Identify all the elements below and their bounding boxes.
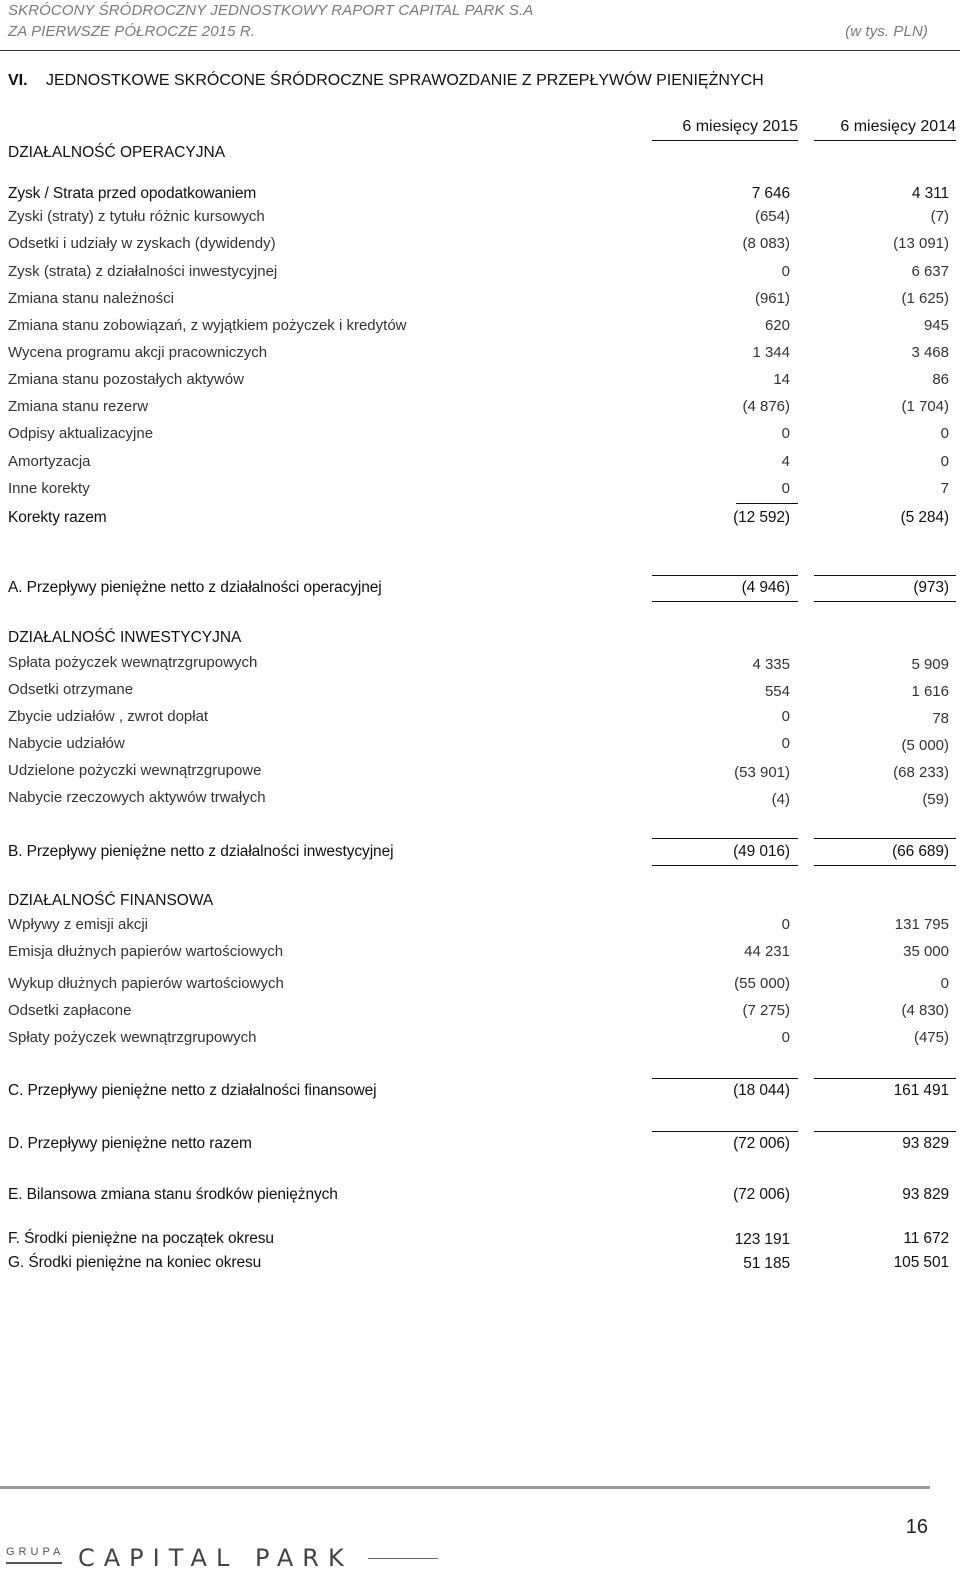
table-row: [0, 317, 960, 337]
table-row: [0, 453, 960, 473]
row-value-2014: (5 000): [901, 737, 949, 754]
row-label: Zmiana stanu zobowiązań, z wyjątkiem pożyczek i kredytów: [8, 317, 407, 334]
adjustments-total-row: [0, 509, 960, 529]
row-value-2015: (53 901): [734, 764, 790, 781]
report-header-unit: (w tys. PLN): [845, 23, 928, 40]
row-value-2014: (4 830): [901, 1002, 949, 1019]
row-label: Wpływy z emisji akcji: [8, 916, 149, 933]
row-value-2014: (66 689): [892, 843, 949, 860]
row-value-2015: 4: [781, 453, 790, 470]
row-value-2014: (973): [913, 579, 949, 596]
row-label: Nabycie rzeczowych aktywów trwałych: [8, 789, 266, 806]
row-value-2015: 0: [781, 735, 790, 752]
row-value-2014: 3 468: [911, 344, 949, 361]
row-label: Odsetki otrzymane: [8, 681, 134, 698]
row-label: A. Przepływy pieniężne netto z działalności operacyjnej: [8, 579, 382, 596]
row-value-2015: (72 006): [733, 1186, 790, 1203]
table-row: [0, 290, 960, 310]
row-label: Nabycie udziałów: [8, 735, 125, 752]
row-value-2014: 7: [940, 480, 949, 497]
row-label: F. Środki pieniężne na początek okresu: [8, 1230, 274, 1247]
row-value-2015: 0: [781, 425, 790, 442]
table-row: [0, 975, 960, 995]
column-header-2015: 6 miesięcy 2015: [682, 118, 798, 135]
row-value-2014: 5 909: [911, 656, 949, 673]
row-label: Zysk / Strata przed opodatkowaniem: [8, 185, 257, 202]
table-row: [0, 708, 960, 728]
row-value-2014: 4 311: [911, 185, 949, 202]
net-financing-row: [0, 1082, 960, 1102]
row-label: Amortyzacja: [8, 453, 91, 470]
table-row: [0, 344, 960, 364]
column-header-rule-2014: [814, 140, 956, 141]
row-value-2015: (7 275): [742, 1002, 790, 1019]
net-rule-bottom-2015: [652, 865, 798, 866]
row-label: Odpisy aktualizacyjne: [8, 425, 154, 442]
row-value-2014: 78: [932, 710, 949, 727]
subtotal-rule-2015: [736, 503, 798, 504]
page-number: 16: [905, 1516, 928, 1538]
row-label: Spłaty pożyczek wewnątrzgrupowych: [8, 1029, 257, 1046]
net-total-row: [0, 1135, 960, 1155]
net-rule-top-2015: [652, 838, 798, 839]
row-value-2015: 44 231: [744, 943, 790, 960]
row-label: E. Bilansowa zmiana stanu środków pieniężnych: [8, 1186, 338, 1203]
row-value-2014: 0: [940, 975, 949, 992]
table-row: [0, 916, 960, 936]
row-value-2015: (49 016): [733, 843, 790, 860]
table-row: [0, 681, 960, 701]
net-operating-row: [0, 579, 960, 599]
net-investing-row: [0, 843, 960, 863]
report-header-title: SKRÓCONY ŚRÓDROCZNY JEDNOSTKOWY RAPORT CAPITAL PARK S.A: [8, 2, 534, 19]
capital-park-logo: [0, 1540, 460, 1570]
row-value-2014: 1 616: [911, 683, 949, 700]
row-label: Emisja dłużnych papierów wartościowych: [8, 943, 284, 960]
row-label: Zmiana stanu należności: [8, 290, 174, 307]
row-value-2014: 35 000: [903, 943, 949, 960]
row-label: Zyski (straty) z tytułu różnic kursowych: [8, 208, 265, 225]
row-value-2015: (4 876): [742, 398, 790, 415]
row-value-2014: (68 233): [893, 764, 949, 781]
table-row: [0, 1002, 960, 1022]
row-value-2015: (55 000): [734, 975, 790, 992]
footer-divider: [0, 1486, 930, 1489]
row-value-2014: (5 284): [900, 509, 949, 526]
table-row: [0, 480, 960, 500]
row-label: Wycena programu akcji pracowniczych: [8, 344, 268, 361]
row-value-2014: (1 625): [901, 290, 949, 307]
net-rule-top-2014: [814, 1078, 956, 1079]
row-value-2015: (4): [771, 791, 790, 808]
row-value-2014: 0: [940, 453, 949, 470]
financing-heading: DZIAŁALNOŚĆ FINANSOWA: [8, 892, 214, 909]
table-row: [0, 735, 960, 755]
row-value-2015: 620: [764, 317, 790, 334]
row-label: Korekty razem: [8, 509, 107, 526]
row-label: Udzielone pożyczki wewnątrzgrupowe: [8, 762, 262, 779]
operating-heading: DZIAŁALNOŚĆ OPERACYJNA: [8, 144, 226, 161]
table-row: [0, 185, 960, 205]
row-value-2014: (475): [913, 1029, 949, 1046]
row-value-2015: (18 044): [733, 1082, 790, 1099]
opening-cash-row: [0, 1230, 960, 1250]
header-divider: [0, 50, 960, 51]
row-label: Zysk (strata) z działalności inwestycyjnej: [8, 263, 278, 280]
row-value-2014: 945: [923, 317, 949, 334]
row-value-2015: 1 344: [752, 344, 790, 361]
row-value-2014: 6 637: [911, 263, 949, 280]
row-value-2015: 0: [781, 480, 790, 497]
closing-cash-row: [0, 1254, 960, 1274]
balance-change-row: [0, 1186, 960, 1206]
logo-group-text: GRUPA: [6, 1546, 65, 1558]
row-value-2014: 105 501: [893, 1254, 949, 1271]
row-label: D. Przepływy pieniężne netto razem: [8, 1135, 252, 1152]
row-value-2014: (13 091): [893, 235, 949, 252]
row-value-2015: (8 083): [742, 235, 790, 252]
net-rule-top-2015: [652, 1078, 798, 1079]
row-value-2014: 0: [940, 425, 949, 442]
row-value-2015: 123 191: [734, 1231, 790, 1248]
logo-brand-rule: [368, 1558, 438, 1559]
row-label: Zmiana stanu rezerw: [8, 398, 149, 415]
table-row: [0, 762, 960, 782]
logo-rule: [6, 1562, 62, 1564]
row-value-2015: (654): [754, 208, 790, 225]
row-value-2015: 554: [764, 683, 790, 700]
row-value-2015: 0: [781, 916, 790, 933]
logo-brand-text: CAPITAL PARK: [78, 1544, 353, 1572]
row-label: C. Przepływy pieniężne netto z działalności finansowej: [8, 1082, 377, 1099]
row-value-2015: (12 592): [733, 509, 790, 526]
row-value-2015: 0: [781, 708, 790, 725]
investing-heading: DZIAŁALNOŚĆ INWESTYCYJNA: [8, 629, 242, 646]
table-row: [0, 789, 960, 809]
row-value-2015: 51 185: [743, 1255, 790, 1272]
row-value-2015: 0: [781, 263, 790, 280]
row-value-2015: (961): [754, 290, 790, 307]
net-rule-top-2014: [814, 575, 956, 576]
row-label: Spłata pożyczek wewnątrzgrupowych: [8, 654, 258, 671]
table-row: [0, 1029, 960, 1049]
section-title: [8, 72, 764, 90]
row-value-2014: (7): [930, 208, 949, 225]
row-value-2015: 0: [781, 1029, 790, 1046]
table-row: [0, 263, 960, 283]
row-value-2014: 11 672: [903, 1230, 949, 1247]
row-value-2015: (72 006): [733, 1135, 790, 1152]
table-row: [0, 235, 960, 255]
table-row: [0, 943, 960, 963]
row-label: G. Środki pieniężne na koniec okresu: [8, 1254, 262, 1271]
row-value-2014: 131 795: [894, 916, 949, 933]
row-label: Inne korekty: [8, 480, 90, 497]
row-value-2015: (4 946): [741, 579, 790, 596]
net-rule-bottom-2014: [814, 865, 956, 866]
row-label: Odsetki zapłacone: [8, 1002, 132, 1019]
net-rule-top-2014: [814, 838, 956, 839]
row-value-2014: 93 829: [902, 1135, 949, 1152]
section-number: VI.: [8, 72, 28, 89]
net-rule-top-2015: [652, 575, 798, 576]
report-header-period: ZA PIERWSZE PÓŁROCZE 2015 R.: [8, 23, 256, 40]
row-value-2014: 86: [932, 371, 949, 388]
row-label: B. Przepływy pieniężne netto z działalności inwestycyjnej: [8, 843, 394, 860]
table-row: [0, 208, 960, 228]
row-label: Zmiana stanu pozostałych aktywów: [8, 371, 244, 388]
table-row: [0, 398, 960, 418]
table-row: [0, 371, 960, 391]
total-rule-top-2015: [652, 1131, 798, 1132]
column-header-rule-2015: [652, 140, 798, 141]
table-row: [0, 425, 960, 445]
row-label: Zbycie udziałów , zwrot dopłat: [8, 708, 209, 725]
table-row: [0, 654, 960, 674]
section-title-text: JEDNOSTKOWE SKRÓCONE ŚRÓDROCZNE SPRAWOZDANIE Z PRZEPŁYWÓW PIENIĘŻNYCH: [46, 72, 764, 89]
net-rule-bottom-2014: [814, 601, 956, 602]
column-header-2014: 6 miesięcy 2014: [840, 118, 956, 135]
row-value-2015: 14: [773, 371, 790, 388]
row-value-2014: (59): [922, 791, 949, 808]
row-value-2014: 161 491: [893, 1082, 949, 1099]
row-value-2014: (1 704): [901, 398, 949, 415]
row-value-2014: 93 829: [902, 1186, 949, 1203]
total-rule-top-2014: [814, 1131, 956, 1132]
row-label: Odsetki i udziały w zyskach (dywidendy): [8, 235, 276, 252]
row-value-2015: 4 335: [752, 656, 790, 673]
row-label: Wykup dłużnych papierów wartościowych: [8, 975, 284, 992]
row-value-2015: 7 646: [751, 185, 790, 202]
net-rule-bottom-2015: [652, 601, 798, 602]
